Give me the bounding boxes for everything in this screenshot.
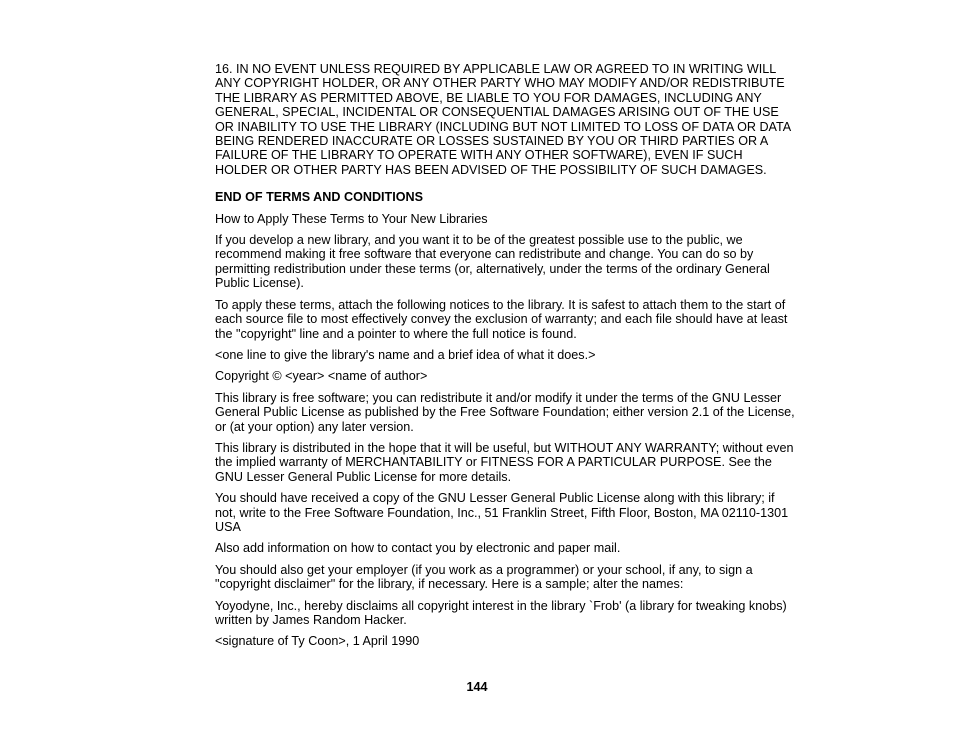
paragraph-develop-library: If you develop a new library, and you want it to be of the greatest possible use to the public, we recommend making it free software that everyone can redistribute and change. You can do so by permitting redistribution under these terms (or, alternatively, under the terms of the ordinary General Public License). bbox=[215, 233, 770, 291]
document-body bbox=[215, 62, 825, 656]
page-number: 144 bbox=[466, 680, 488, 694]
section-16-disclaimer: 16. IN NO EVENT UNLESS REQUIRED BY APPLICABLE LAW OR AGREED TO IN WRITING WILL ANY COPYRIGHT HOLDER, OR ANY OTHER PARTY WHO MAY MODIFY AND/OR REDISTRIBUTE THE LIBRARY AS PERMITTED ABOVE, BE LIABLE TO YOU FOR DAMAGES, INCLUDING ANY GENERAL, SPECIAL, INCIDENTAL OR CONSEQUENTIAL DAMAGES ARISING OUT OF THE USE OR INABILITY TO USE THE LIBRARY (INCLUDING BUT NOT LIMITED TO LOSS OF DATA OR DATA BEING RENDERED INACCURATE OR LOSSES SUSTAINED BY YOU OR THIRD PARTIES OR A FAILURE OF THE LIBRARY TO OPERATE WITH ANY OTHER SOFTWARE), EVEN IF SUCH HOLDER OR OTHER PARTY HAS BEEN ADVISED OF THE POSSIBILITY OF SUCH DAMAGES. bbox=[215, 62, 792, 177]
paragraph-apply-terms: To apply these terms, attach the following notices to the library. It is safest to attach them to the start of each source file to most effectively convey the exclusion of warranty; and each file should have at least the "copyright" line and a pointer to where the full notice is found. bbox=[215, 297, 788, 341]
paragraph-copyright-disclaimer: You should also get your employer (if you work as a programmer) or your school, if any, to sign a "copyright disclaimer" for the library, if necessary. Here is a sample; alter the names: bbox=[215, 562, 753, 592]
signature-line: <signature of Ty Coon>, 1 April 1990 bbox=[215, 634, 420, 649]
paragraph-no-warranty: This library is distributed in the hope that it will be useful, but WITHOUT ANY WARRANTY; without even the implied warranty of MERCHANTABILITY or FITNESS FOR A PARTICULAR PURPOSE. See the GNU Lesser General Public License for more details. bbox=[215, 440, 794, 484]
how-to-apply-heading: How to Apply These Terms to Your New Libraries bbox=[215, 211, 488, 226]
paragraph-contact-info: Also add information on how to contact you by electronic and paper mail. bbox=[215, 541, 621, 556]
paragraph-sample-disclaimer: Yoyodyne, Inc., hereby disclaims all copyright interest in the library `Frob' (a library for tweaking knobs) written by James Random Hacker. bbox=[215, 598, 787, 627]
paragraph-free-software: This library is free software; you can redistribute it and/or modify it under the terms of the GNU Lesser General Public License as published by the Free Software Foundation; either version 2.1 of the License, or (at your option) any later version. bbox=[215, 390, 795, 434]
copyright-line: Copyright © <year> <name of author> bbox=[215, 369, 428, 384]
end-of-terms-heading: END OF TERMS AND CONDITIONS bbox=[215, 190, 424, 205]
paragraph-received-copy: You should have received a copy of the GNU Lesser General Public License along with this library; if not, write to the Free Software Foundation, Inc., 51 Franklin Street, Fifth Floor, Boston, MA 02110-1301 USA bbox=[215, 491, 789, 534]
library-name-placeholder: <one line to give the library's name and a brief idea of what it does.> bbox=[215, 347, 596, 362]
